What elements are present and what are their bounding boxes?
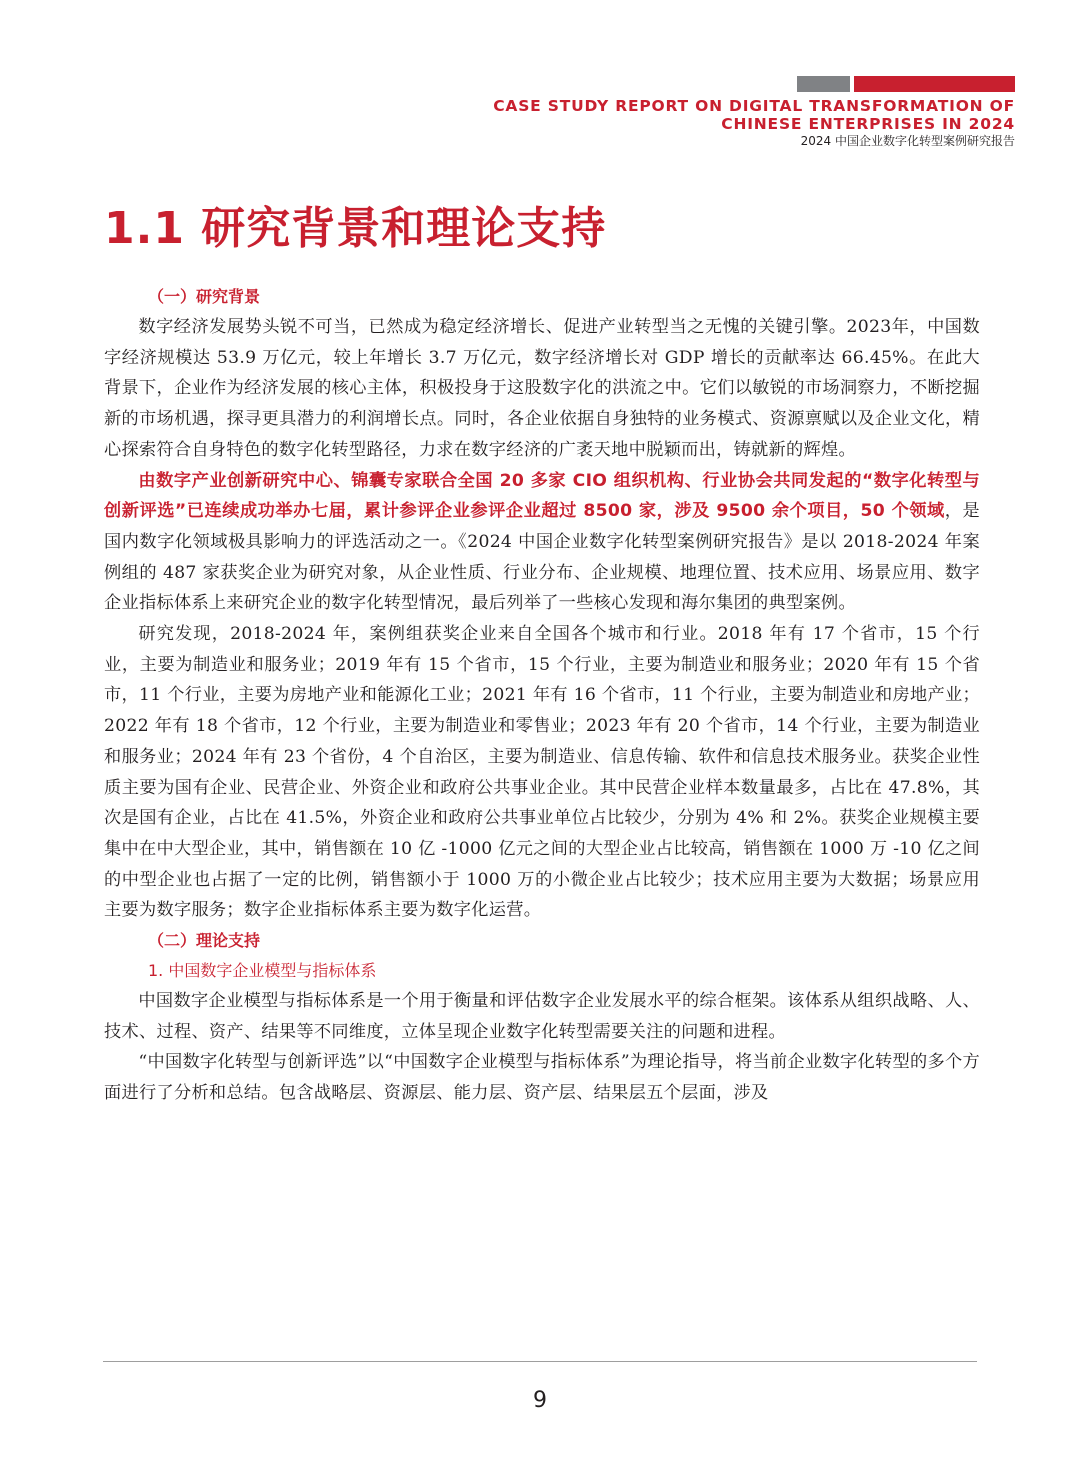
paragraph-1: 数字经济发展势头锐不可当，已然成为稳定经济增长、促进产业转型当之无愧的关键引擎。2023年，中国数字经济规模达 53.9 万亿元，较上年增长 3.7 万亿元，数字经济增长对 GDP 增长的贡献率达 66.45%。在此大背景下，企业作为经济发展的核心主体，积极投身于这股数字化的洪流之中。它们以敏锐的市场洞察力，不断挖掘新的市场机遇，探寻更具潜力的利润增长点。同时，各企业依据自身独特的业务模式、资源禀赋以及企业文化，精心探索符合自身特色的数字化转型路径，力求在数字经济的广袤天地中脱颖而出，铸就新的辉煌。	[104, 317, 980, 460]
paragraph-2-rest: ，是国内数字化领域极具影响力的评选活动之一。《2024 中国企业数字化转型案例研究报告》是以 2018-2024 年案例组的 487 家获奖企业为研究对象，从企业性质、行业分布、企业规模、地理位置、技术应用、场景应用、数字企业指标体系上来研究企业的数字化转型情况，最后列举了一些核心发现和海尔集团的典型案例。	[104, 501, 980, 614]
header-decoration-bars	[797, 76, 1015, 92]
page-number: 9	[533, 1388, 547, 1413]
subheading-model-index: 1. 中国数字企业模型与指标体系	[148, 961, 377, 981]
header-chinese: 2024 中国企业数字化转型案例研究报告	[800, 134, 1015, 148]
footer-divider	[103, 1361, 977, 1362]
subheading-theory-support: （二）理论支持	[148, 931, 261, 951]
header-bar-gray	[797, 76, 850, 92]
section-title: 1.1 研究背景和理论支持	[104, 203, 607, 254]
paragraph-2	[104, 466, 980, 620]
highlighted-text: 由数字产业创新研究中心、锦囊专家联合全国 20 多家 CIO 组织机构、行业协会共同发起的“数字化转型与创新评选”已连续成功举办七届，累计参评企业参评企业超过 8500 家，涉及 9500 余个项目，50 个领域	[104, 470, 980, 522]
header-bar-red	[854, 76, 1015, 92]
paragraph-3: 研究发现，2018-2024 年，案例组获奖企业来自全国各个城市和行业。2018 年有 17 个省市，15 个行业，主要为制造业和服务业；2019 年有 15 个省市，15 个行业，主要为制造业和服务业；2020 年有 15 个省市，11 个行业，主要为房地产业和能源化工业；2021 年有 16 个省市，11 个行业，主要为制造业和房地产业；2022 年有 18 个省市，12 个行业，主要为制造业和零售业；2023 年有 20 个省市，14 个行业，主要为制造业和服务业；2024 年有 23 个省份，4 个自治区，主要为制造业、信息传输、软件和信息技术服务业。获奖企业性质主要为国有企业、民营企业、外资企业和政府公共事业企业。其中民营企业样本数量最多，占比在 47.8%，其次是国有企业，占比在 41.5%，外资企业和政府公共事业单位占比较少，分别为 4% 和 2%。获奖企业规模主要集中在中大型企业，其中，销售额在 10 亿 -1000 亿元之间的大型企业占比较高，销售额在 1000 万 -10 亿之间的中型企业也占据了一定的比例，销售额小于 1000 万的小微企业占比较少；技术应用主要为大数据；场景应用主要为数字服务；数字企业指标体系主要为数字化运营。	[104, 624, 980, 921]
body-content	[104, 282, 980, 1109]
header-english-line-2: CHINESE ENTERPRISES IN 2024	[721, 115, 1015, 133]
paragraph-5: “中国数字化转型与创新评选”以“中国数字企业模型与指标体系”为理论指导，将当前企业数字化转型的多个方面进行了分析和总结。包含战略层、资源层、能力层、资产层、结果层五个层面，涉及	[104, 1052, 980, 1104]
header-english-line-1: CASE STUDY REPORT ON DIGITAL TRANSFORMATION OF	[493, 97, 1015, 115]
subheading-research-background: （一）研究背景	[148, 287, 261, 306]
paragraph-4: 中国数字企业模型与指标体系是一个用于衡量和评估数字企业发展水平的综合框架。该体系从组织战略、人、技术、过程、资产、结果等不同维度，立体呈现企业数字化转型需要关注的问题和进程。	[104, 991, 980, 1042]
running-header	[315, 97, 1015, 149]
